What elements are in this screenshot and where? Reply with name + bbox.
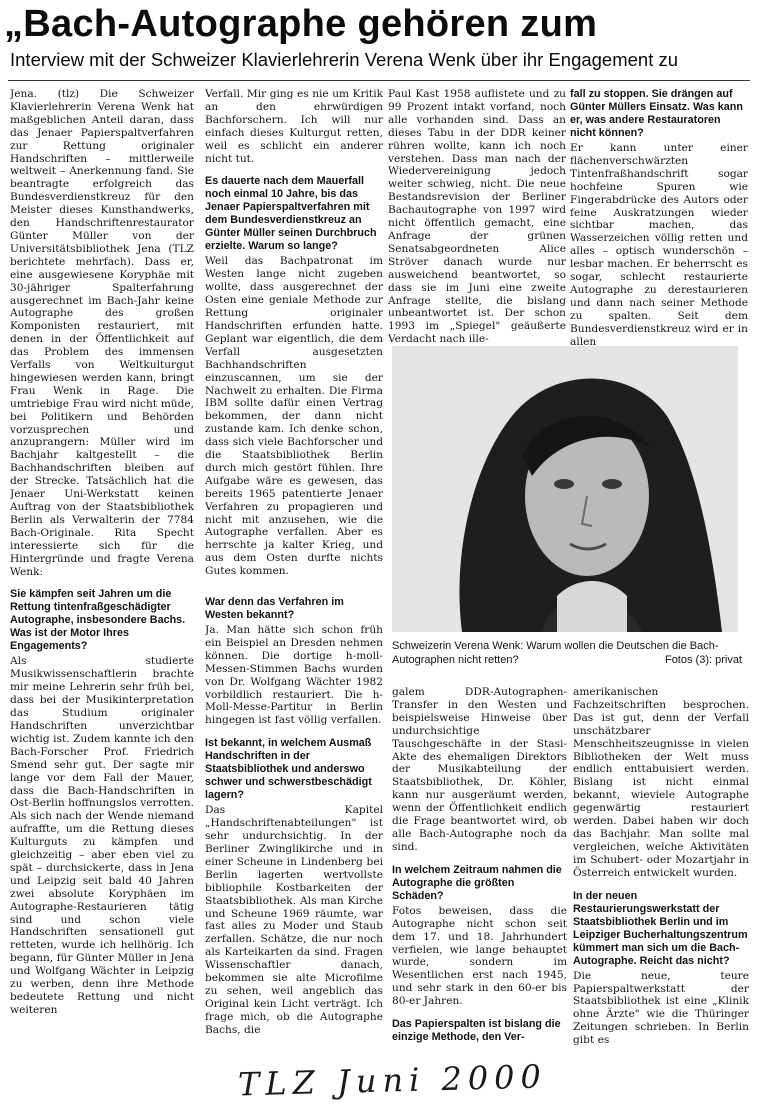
portrait-photo <box>392 346 738 632</box>
body-paragraph: amerikanischen Fachzeitschriften besprochen. Das ist gut, denn der Verfall unschätzbarer Menschheitszeugnisse in vielen Bibliotheken der Welt muss endlich enttabuisiert werden. Bislang ist nicht einmal bekannt, wieviele Autographe gegenwärtig restauriert werden. Dabei haben wir doch das Bachjahr. Man sollte mal vergleichen, welche Aktivitäten im Schubert- oder Mozartjahr in Österreich entwickelt wurden. <box>573 686 749 879</box>
column-1 <box>10 88 194 1094</box>
header-rule <box>8 80 750 81</box>
headline: „Bach-Autographe gehören zum <box>4 3 598 45</box>
body-paragraph: Ja. Man hätte sich schon früh ein Beispiel an Dresden nehmen können. Die dortige h-moll-Messen-Stimmen Bachs wurden von Dr. Wolfgang Wächter 1982 vorbildlich restauriert. Die h-Moll-Messe-Partitur in Berlin hingegen ist fast völlig verfallen. <box>205 624 383 727</box>
interview-question: Sie kämpfen seit Jahren um die Rettung tintenfraßgeschädigter Autographe, insbesondere Bachs. Was ist der Motor Ihres Engagements? <box>10 588 186 653</box>
body-paragraph: Verfall. Mir ging es nie um Kritik an den ehrwürdigen Bachforschern. Ich will nur einfach dieses Kulturgut retten, weil es schlicht ein anderer nicht tut. <box>205 88 383 165</box>
interview-question: Das Papierspalten ist bislang die einzige Methode, den Ver- <box>392 1018 561 1044</box>
body-paragraph: Als studierte Musikwissenschaftlerin brachte mir meine Lehrerin sehr früh bei, dass bei der Musikinterpretation das Studium originaler Handschriften unverzichtbar wichtig ist. Zudem kannte ich den Bach-Forscher Prof. Friedrich Smend sehr gut. Der sagte mir lange vor dem Fall der Mauer, dass die Bach-Handschriften in Ost-Berlin hoffnungslos verrotten. Als sich nach der Wende niemand aufraffte, um die Rettung dieses Kulturguts zu kämpfen und gleichzeitig – aber eben viel zu spät – durchsickerte, dass in Jena und Leipzig seit bald 40 Jahren zwei absolute Koryphäen im Autographe-Restaurieren tätig sind und schon viele Handschriften sensationell gut retteten, wurde ich hellhörig. Ich begann, für Günter Müller in Jena und Wolfgang Wächter in Leipzig zu werben, denn ihre Methode bedeutete Rettung und nicht weiteren <box>10 655 194 1016</box>
caption-text: Schweizerin Verena Wenk: Warum wollen die Deutschen die Bach-Autographen nicht retten? <box>392 640 719 666</box>
interview-question: Es dauerte nach dem Mauerfall noch einmal 10 Jahre, bis das Jenaer Papierspaltverfahren mit dem Bundesverdienstkreuz an Günter Müller seinen Durchbruch erzielte. Warum so lange? <box>205 175 377 253</box>
body-paragraph: galem DDR-Autographen-Transfer in den Westen und beispielsweise Hinweise über undurchsichtige Tauschgeschäfte in der Stasi-Akte des ehemaligen Direktors der Musikabteilung der Staatsbibliothek, Dr. Köhler, kann nur ausgeräumt werden, wenn der Öffentlichkeit endlich die Frage beantwortet wird, ob alle Bach-Autographe noch da sind. <box>392 686 567 853</box>
body-paragraph: Das Kapitel „Handschriftenabteilungen" ist sehr undurchsichtig. In der Berliner Zwinglikirche und in einer Scheune in Lindenberg bei Berlin lagerten wertvollste bibliophile Kostbarkeiten der Staatsbibliothek. Als man Kirche und Scheune 1969 räumte, war fast alles zu Moder und Staub zerfallen. Schätze, die nur noch als Karteikarten da sind. Fragen Wissenschaftler danach, bekommen sie alte Microfilme zu sehen, weil angeblich das Original kein Licht verträgt. Ich frage mich, ob die Autographe Bachs, die <box>205 804 383 1036</box>
photo-credit: Fotos (3): privat <box>664 653 742 666</box>
column-2-bottom <box>205 596 383 1094</box>
interview-question: In welchem Zeitraum nahmen die Autographe die größten Schäden? <box>392 863 562 902</box>
photo-caption <box>392 640 742 667</box>
interview-question: Ist bekannt, in welchem Ausmaß Handschriften in der Staatsbibliothek und anderswo schwer und schwerstbeschädigt lagern? <box>205 737 372 802</box>
interview-question: fall zu stoppen. Sie drängen auf Günter Müllers Einsatz. Was kann er, was andere Restauratoren nicht können? <box>570 88 743 139</box>
column-3-bottom <box>392 686 567 1094</box>
handwritten-signature: TLZ Juni 2000 <box>237 1057 548 1104</box>
body-paragraph: Er kann unter einer flächenverschwärzten Tintenfraßhandschrift sogar hochfeine Spuren wie Fingerabdrücke des Autors oder feine Auskratzungen wieder sichtbar machen, das Wasserzeichen völlig retten und alles – optisch wunderschön – lesbar machen. Er beherrscht es sogar, schlecht restaurierte Autographe zu derestaurieren und dann nach seiner Methode zu spalten. Seit dem Bundesverdienstkreuz wird er in allen <box>570 142 748 346</box>
body-paragraph: Jena. (tlz) Die Schweizer Klavierlehrerin Verena Wenk hat maßgeblichen Anteil daran, dass das Jenaer Papierspaltverfahren zur Rettung originaler Handschriften – mittlerweile weltweit – Anerkennung fand. Sie beantragte erfolgreich das Bundesverdienstkreuz für den Meister dieses Kunsthandwerks, den Handschriftenrestaurator Günter Müller von der Universitätsbibliothek Jena (TLZ berichtete mehrfach). Dass er, eine ausgewiesene Koryphäe mit 30-jähriger Spalterfahrung ausgerechnet im Bach-Jahr keine Autographe des großen Komponisten restauriert, mit denen in der Öffentlichkeit auf das Problem des immensen Verfalls von Weltkulturgut hingewiesen werden kann, bringt Frau Wenk in Rage. Die umtriebige Frau wird nicht müde, bei Politikern und Behörden vorzusprechen und anzuprangern: Müller wird im Bachjahr kaltgestellt – die Bachhandschriften bleiben auf der Strecke. Tatsächlich hat die Jenaer Uni-Werkstatt keinen Auftrag von der Staatsbibliothek Berlin als Verwalterin der 7784 Bach-Originale. Rita Specht interessierte sich für die Hintergründe und fragte Verena Wenk: <box>10 88 194 578</box>
column-2-top <box>205 88 383 588</box>
portrait-illustration <box>392 346 738 632</box>
interview-question: War denn das Verfahren im Westen bekannt? <box>205 596 344 621</box>
body-paragraph: Die neue, teure Papierspaltwerkstatt der Staatsbibliothek ist eine „Klinik ohne Ärzte" wie die Thüringer Zeitungen schrieben. In Berlin gibt es <box>573 969 749 1047</box>
column-4-bottom <box>573 686 749 1094</box>
column-3-top <box>388 88 566 346</box>
body-paragraph: Fotos beweisen, dass die Autographe nicht schon seit dem 17. und 18. Jahrhundert verfielen, wie lange behauptet wurde, sondern im Wesentlichen erst nach 1945, und sehr stark in den 60-er bis 80-er Jahren. <box>392 904 567 1008</box>
column-4-top <box>570 88 748 346</box>
interview-question: In der neuen Restaurierungswerkstatt der Staatsbibliothek Berlin und im Leipziger Bucherhaltungszentrum kümmert man sich um die Bach-Autographe. Reicht das nicht? <box>573 889 748 967</box>
subheadline: Interview mit der Schweizer Klavierlehrerin Verena Wenk über ihr Engagement zu <box>10 49 679 70</box>
body-paragraph: Weil das Bachpatronat im Westen lange nicht zugeben wollte, dass ausgerechnet der Osten eine geniale Methode zur Rettung originaler Handschriften erfunden hatte. Geplant war eigentlich, die dem Verfall ausgesetzten Bachhandschriften einzuscannen, um sie der Nachwelt zu erhalten. Die Firma IBM sollte dafür einen Vertrag bekommen, der dann nicht zustande kam. Ich denke schon, dass sich viele Bachforscher und die Staatsbibliothek Berlin durch mich gestört fühlen. Ihre Aufgabe wäre es gewesen, das bereits 1965 patentierte Jenaer Verfahren zu propagieren und nicht mit anzusehen, wie die Autographe verfallen. Aber es herrschte ja kalter Krieg, und aus dem Osten durfte nichts Gutes kommen. <box>205 255 383 578</box>
body-paragraph: Paul Kast 1958 auflistete und zu 99 Prozent intakt vorfand, noch alle vorhanden sind. Dass an dieses Tabu in der DDR keiner rühren wollte, kann ich noch verstehen. Dass man nach der Wiedervereinigung jedoch weiter schwieg, nicht. Die neue Bestandsrevision der Berliner Bachautographe von 1997 wird nicht öffentlich gemacht, eine Anfrage der grünen Senatsabgeordneten Alice Ströver danach wurde nur ausweichend beantwortet, so dass sie im Juni eine zweite Anfrage stellte, die bislang unbeantwortet ist. Der schon 1993 im „Spiegel" geäußerte Verdacht nach ille- <box>388 88 566 346</box>
